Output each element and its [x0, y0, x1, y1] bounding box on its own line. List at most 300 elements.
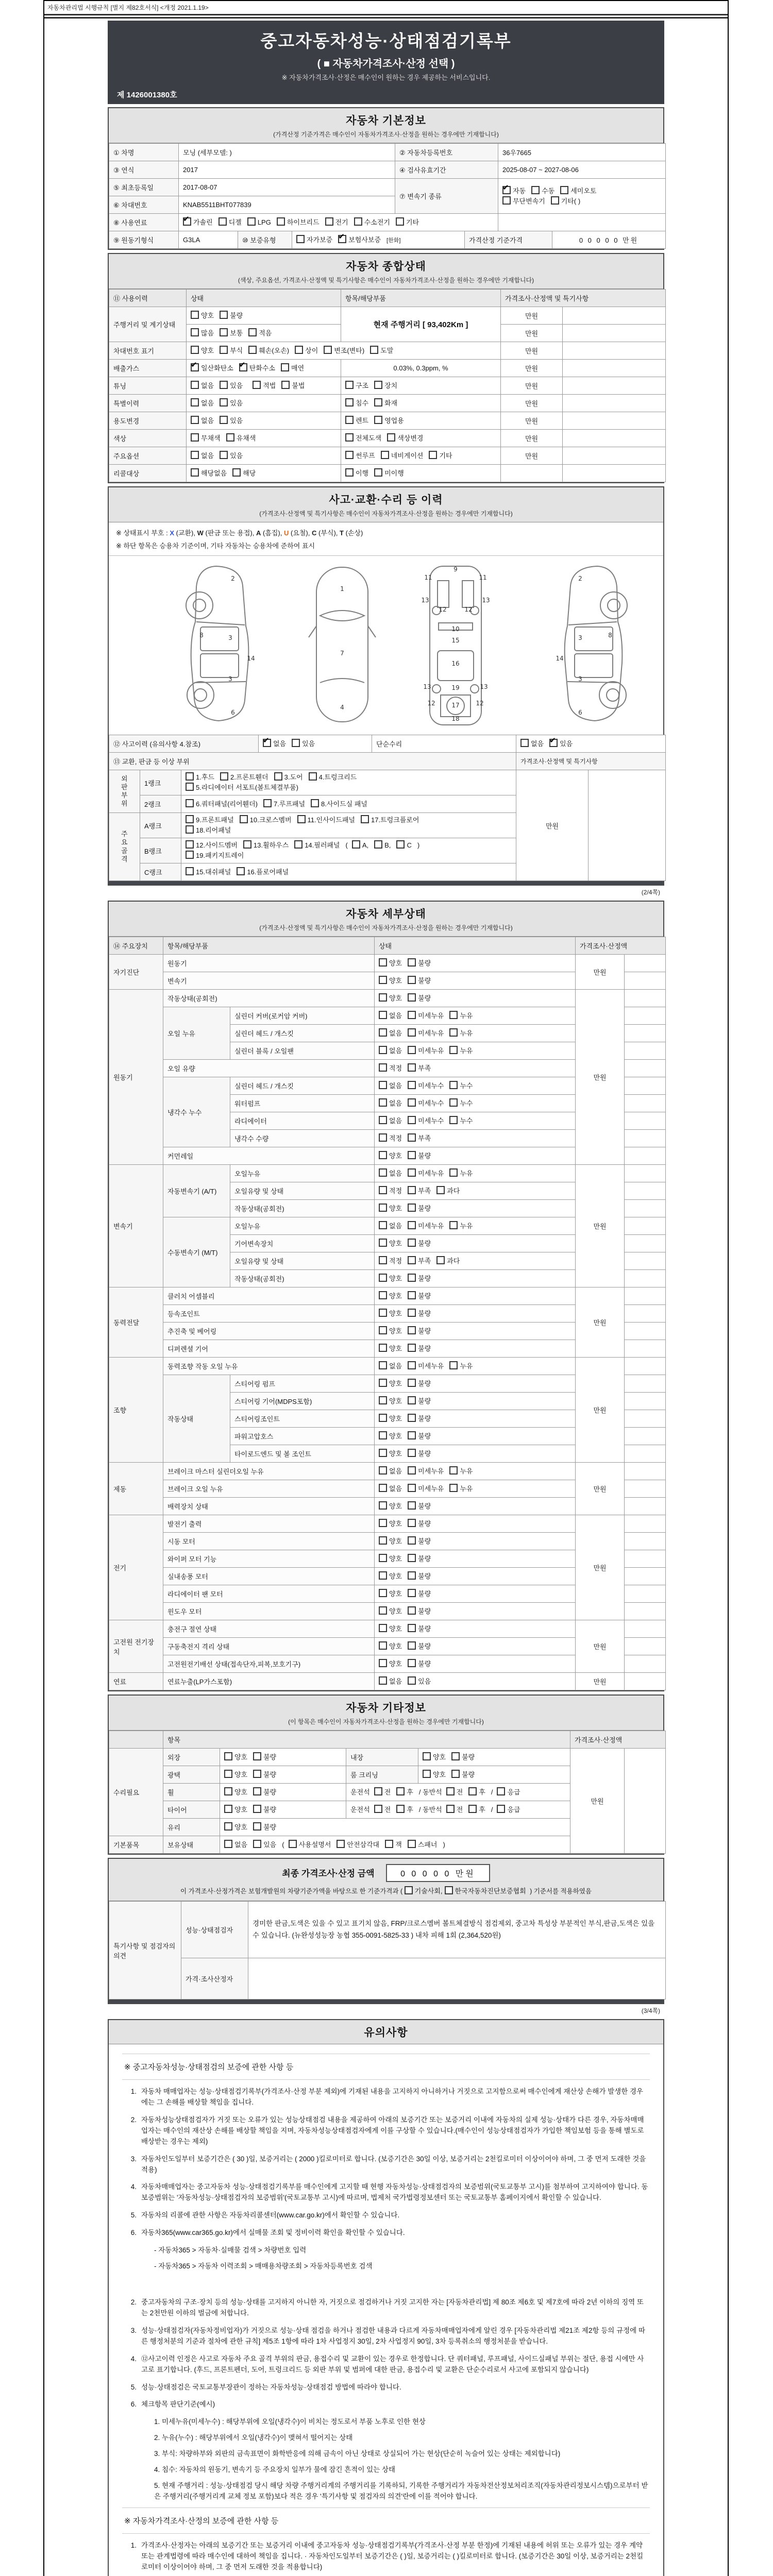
checkbox-전[interactable] — [374, 1787, 391, 1798]
checkbox-불량[interactable] — [408, 1571, 431, 1582]
checkbox-양호[interactable] — [379, 1659, 402, 1669]
checkbox-누유[interactable] — [449, 1361, 473, 1371]
checkbox-미세누수[interactable] — [408, 1081, 444, 1091]
checkbox-누유[interactable] — [449, 1046, 473, 1056]
checkbox-양호[interactable] — [379, 1431, 402, 1442]
checkbox-불량[interactable] — [253, 1805, 276, 1815]
checkbox-양호[interactable] — [379, 1449, 402, 1459]
checkbox-불량[interactable] — [408, 1239, 431, 1249]
checkbox-없음[interactable] — [379, 1361, 402, 1371]
checkbox-양호[interactable] — [423, 1770, 446, 1780]
checkbox-없음[interactable] — [379, 1466, 402, 1477]
check-separator: / — [491, 1788, 493, 1796]
state-checks — [375, 1568, 576, 1585]
checkbox-없음[interactable] — [379, 1028, 402, 1039]
checkbox-10.크로스멤버[interactable] — [240, 815, 292, 825]
checkbox-9.프론트패널[interactable] — [186, 815, 234, 825]
checkbox-2.프론트휀더[interactable] — [220, 772, 268, 783]
item-label: 브레이크 오일 누유 — [163, 1480, 375, 1498]
checkbox-13.휠하우스[interactable] — [243, 840, 289, 851]
checkbox-전[interactable] — [374, 1805, 391, 1815]
accident-title: 사고·교환·수리 등 이력 — [329, 494, 443, 506]
detail-row — [109, 990, 666, 1007]
notice-item — [122, 2115, 650, 2147]
checkbox-LPG[interactable] — [247, 217, 271, 228]
checkbox-있음[interactable] — [220, 416, 243, 426]
checkbox-square-icon — [408, 1151, 416, 1159]
checkbox-6.쿼터패널(리어휀더)[interactable] — [186, 799, 258, 809]
checkbox-양호[interactable] — [379, 1554, 402, 1564]
checkbox-자동[interactable] — [502, 186, 526, 196]
checkbox-양호[interactable] — [379, 976, 402, 986]
checkbox-label: 누유 — [460, 1011, 473, 1020]
checkbox-square-icon — [396, 217, 404, 226]
checkbox-없음[interactable] — [191, 381, 214, 391]
checkbox-후[interactable] — [468, 1787, 485, 1798]
checkbox-없음[interactable] — [191, 451, 214, 461]
checkbox-label: 불량 — [418, 1572, 431, 1580]
checkbox-4.트렁크리드[interactable] — [309, 772, 357, 783]
checkbox-무단변속기[interactable] — [502, 196, 545, 207]
checkbox-한국자동차진단보증협회[interactable] — [445, 1886, 526, 1896]
checkbox-label: 자가보증 — [307, 235, 333, 244]
check-separator: 운전석 — [350, 1788, 370, 1796]
checkbox-누수[interactable] — [449, 1098, 473, 1109]
check-separator: / — [491, 1806, 493, 1814]
checkbox-label: 양호 — [234, 1788, 248, 1796]
checkbox-11.인사이드패널[interactable] — [297, 815, 355, 825]
detail-subtitle: (가격조사·산정액 및 특기사항은 매수인이 자동차가격조사·산정을 원하는 경우에만 기재합니다) — [259, 924, 513, 931]
checkbox-없음[interactable] — [379, 1011, 402, 1021]
checkbox-양호[interactable] — [224, 1805, 247, 1815]
diagram-part-number: 3 — [228, 675, 232, 683]
note-cell — [625, 1410, 666, 1428]
outer-panel-group: 외판부위 — [109, 770, 140, 813]
checkbox-square-icon — [396, 840, 405, 849]
checkbox-square-icon — [232, 468, 241, 477]
checkbox-불량[interactable] — [408, 1274, 431, 1284]
detail-row — [109, 1620, 666, 1638]
checkbox-누유[interactable] — [449, 1028, 473, 1039]
checkbox-전[interactable] — [446, 1805, 463, 1815]
checkbox-응급[interactable] — [497, 1787, 520, 1798]
checkbox-square-icon — [408, 1466, 416, 1475]
checkbox-없음[interactable] — [379, 1081, 402, 1091]
checkbox-양호[interactable] — [191, 346, 214, 356]
price-unit: 만원 — [576, 990, 625, 1165]
checkbox-15.대쉬패널[interactable] — [186, 867, 231, 877]
checkbox-탄화수소[interactable] — [239, 363, 275, 374]
checkbox-이행[interactable] — [345, 468, 368, 479]
checkbox-square-icon — [408, 1028, 416, 1037]
checkbox-침수[interactable] — [345, 398, 368, 409]
checkbox-적정[interactable] — [379, 1133, 402, 1144]
checkbox-양호[interactable] — [379, 993, 402, 1004]
rankA-label: A랭크 — [140, 813, 181, 838]
checkbox-자가보증[interactable] — [296, 235, 332, 245]
checkbox-미세누유[interactable] — [408, 1466, 444, 1477]
checkbox-불량[interactable] — [408, 1659, 431, 1669]
checkbox-square-icon — [408, 1256, 416, 1264]
checkbox-구조[interactable] — [345, 381, 368, 391]
checkbox-변조(변타)[interactable] — [324, 346, 364, 356]
checkbox-square-icon — [379, 1221, 387, 1229]
checkbox-불량[interactable] — [408, 1501, 431, 1512]
checkbox-불량[interactable] — [253, 1770, 276, 1780]
checkbox-label: 9.프론트패널 — [196, 816, 234, 824]
checkbox-적정[interactable] — [379, 1063, 402, 1074]
checkbox-사용설명서[interactable] — [289, 1840, 331, 1850]
checkbox-양호[interactable] — [379, 958, 402, 969]
checkbox-불량[interactable] — [408, 1344, 431, 1354]
checkbox-누유[interactable] — [449, 1466, 473, 1477]
state-checks — [375, 1603, 576, 1620]
checkbox-양호[interactable] — [379, 1309, 402, 1319]
checkbox-양호[interactable] — [379, 1519, 402, 1529]
checkbox-16.플로어패널[interactable] — [237, 867, 289, 877]
checkbox-square-icon — [408, 1098, 416, 1107]
warranty-extra: [한화] — [386, 237, 401, 244]
checkbox-누유[interactable] — [449, 1484, 473, 1494]
checkbox-기타[interactable] — [429, 451, 452, 461]
checkbox-label: 불량 — [418, 1204, 431, 1212]
notice-item-text: 중고자동차의 구조·장치 등의 성능·상태를 고지하지 아니한 자, 거짓으로 점검하거나 거짓 고지한 자는 [자동차관리법] 제 80조 제6호 및 제7호에 따라 2년 이하의 징역 또는 2천만원 이하의 벌금에 처합니다. — [141, 2298, 644, 2317]
checkbox-있음[interactable] — [253, 1840, 276, 1850]
checkbox-유채색[interactable] — [226, 433, 256, 444]
state-checks — [375, 1655, 576, 1673]
checkbox-과다[interactable] — [436, 1186, 460, 1196]
checkbox-적음[interactable] — [248, 328, 272, 338]
checkbox-없음[interactable] — [224, 1840, 247, 1850]
checkbox-누수[interactable] — [449, 1081, 473, 1091]
checkbox-없음[interactable] — [379, 1168, 402, 1179]
checkbox-square-icon — [405, 1886, 413, 1894]
checkbox-전[interactable] — [446, 1787, 463, 1798]
checkbox-양호[interactable] — [379, 1501, 402, 1512]
checkbox-불량[interactable] — [451, 1770, 475, 1780]
checkbox-양호[interactable] — [379, 1641, 402, 1652]
checkbox-있음[interactable] — [549, 739, 573, 749]
checkbox-누수[interactable] — [449, 1116, 473, 1126]
checkbox-네비게이션[interactable] — [381, 451, 424, 461]
checkbox-없음[interactable] — [263, 739, 286, 749]
checkbox-A,[interactable] — [352, 840, 368, 851]
note-cell — [625, 1498, 666, 1515]
checkbox-누유[interactable] — [449, 1221, 473, 1231]
checkbox-없음[interactable] — [379, 1221, 402, 1231]
fuel-label: ⑧ 사용연료 — [109, 214, 179, 231]
checkbox-후[interactable] — [468, 1805, 485, 1815]
checkbox-해당[interactable] — [232, 468, 256, 479]
checkbox-양호[interactable] — [379, 1624, 402, 1634]
notice-item-text: 자동차성능상태점검자가 거짓 또는 오류가 있는 성능상태점검 내용을 제공하여 아래의 보증기간 또는 보증거리 이내에 자동차의 실제 성능·상태가 다른 경우, 자동차매매업자는 매수인의 재산상 손해를 배상할 책임을 지며, 자동차성능상태점검자에게 이를 구상할 수 있습니다.(매수인이 성능상태점검자가 가입한 책임보험 등을 통해 별도로 배상받는 경우는 제외) — [141, 2115, 644, 2145]
checkbox-5.라디에이터 서포트(볼트체결부품)[interactable] — [186, 783, 298, 793]
checkbox-불량[interactable] — [408, 1606, 431, 1617]
checkbox-가솔린[interactable] — [183, 217, 213, 228]
checkbox-양호[interactable] — [379, 1379, 402, 1389]
checkbox-square-icon — [352, 840, 360, 849]
appraiser-label: 가격·조사산정자 — [181, 1958, 248, 1999]
checkbox-무채색[interactable] — [191, 433, 221, 444]
first-reg-value: 2017-08-07 — [179, 179, 395, 196]
state-checks — [375, 1077, 576, 1095]
checkbox-square-icon — [379, 1256, 387, 1264]
checkbox-기타[interactable] — [396, 217, 419, 228]
checkbox-없음[interactable] — [520, 739, 544, 749]
checkbox-미세누유[interactable] — [408, 1484, 444, 1494]
checkbox-양호[interactable] — [379, 1274, 402, 1284]
checkbox-불량[interactable] — [408, 1379, 431, 1389]
checkbox-불량[interactable] — [408, 1641, 431, 1652]
checkbox-미세누유[interactable] — [408, 1221, 444, 1231]
checkbox-불량[interactable] — [408, 1151, 431, 1161]
checkbox-12.사이드멤버[interactable] — [186, 840, 238, 851]
checkbox-보험사보증[interactable] — [338, 235, 381, 245]
checkbox-불량[interactable] — [408, 1414, 431, 1424]
checkbox-양호[interactable] — [224, 1770, 247, 1780]
checkbox-19.패키지트레이[interactable] — [186, 851, 244, 861]
checkbox-미세누유[interactable] — [408, 1361, 444, 1371]
checkbox-부족[interactable] — [408, 1186, 431, 1196]
checkbox-1.후드[interactable] — [186, 772, 214, 783]
checkbox-불법[interactable] — [281, 381, 305, 391]
diagram-part-number: 14 — [247, 655, 255, 662]
checkbox-label: 없음 — [389, 1081, 402, 1090]
checkbox-기술사회,[interactable] — [405, 1886, 443, 1896]
checkbox-불량[interactable] — [253, 1787, 276, 1798]
checkbox-불량[interactable] — [408, 1624, 431, 1634]
item-label: 작동상태(공회전) — [230, 1270, 375, 1287]
checkbox-불량[interactable] — [408, 1554, 431, 1564]
checkbox-label: 양호 — [389, 1239, 402, 1247]
checkbox-미이행[interactable] — [374, 468, 404, 479]
checkbox-양호[interactable] — [379, 1344, 402, 1354]
checkbox-후[interactable] — [396, 1787, 413, 1798]
checkbox-불량[interactable] — [408, 1589, 431, 1599]
checkbox-부족[interactable] — [408, 1256, 431, 1266]
checkbox-불량[interactable] — [408, 976, 431, 986]
checkbox-응급[interactable] — [497, 1805, 520, 1815]
checkbox-양호[interactable] — [379, 1326, 402, 1336]
checkbox-없음[interactable] — [379, 1116, 402, 1126]
rank2-checks — [181, 795, 516, 813]
checkbox-양호[interactable] — [379, 1589, 402, 1599]
checkbox-7.루프패널[interactable] — [263, 799, 305, 809]
checkbox-해당없음[interactable] — [191, 468, 227, 479]
checkbox-불량[interactable] — [408, 993, 431, 1004]
checkbox-있음[interactable] — [220, 451, 243, 461]
checkbox-양호[interactable] — [191, 311, 214, 321]
checkbox-불량[interactable] — [408, 1291, 431, 1301]
checkbox-불량[interactable] — [408, 958, 431, 969]
checkbox-square-icon — [408, 1571, 416, 1580]
checkbox-장치[interactable] — [374, 381, 397, 391]
checkbox-잭[interactable] — [385, 1840, 402, 1850]
checkbox-불량[interactable] — [408, 1326, 431, 1336]
checkbox-label: 있음 — [418, 1677, 431, 1685]
checkbox-square-icon — [274, 772, 282, 781]
checkbox-적정[interactable] — [379, 1186, 402, 1196]
checkbox-없음[interactable] — [191, 416, 214, 426]
checkbox-적정[interactable] — [379, 1256, 402, 1266]
detail-row — [109, 1673, 666, 1690]
checkbox-영업용[interactable] — [374, 416, 404, 426]
checkbox-미세누유[interactable] — [408, 1011, 444, 1021]
checkbox-보통[interactable] — [220, 328, 243, 338]
checkbox-불량[interactable] — [408, 1449, 431, 1459]
checkbox-양호[interactable] — [379, 1571, 402, 1582]
checkbox-스패너[interactable] — [408, 1840, 438, 1850]
checkbox-없음[interactable] — [379, 1046, 402, 1056]
item-label: 냉각수 수량 — [230, 1130, 375, 1147]
checkbox-적법[interactable] — [253, 381, 276, 391]
checkbox-색상변경[interactable] — [387, 433, 423, 444]
checkbox-있음[interactable] — [220, 398, 243, 409]
checkbox-매연[interactable] — [281, 363, 304, 374]
checkbox-없음[interactable] — [379, 1484, 402, 1494]
checkbox-square-icon — [191, 398, 199, 406]
checkbox-수동[interactable] — [531, 186, 554, 196]
year-label: ③ 연식 — [109, 161, 179, 179]
checkbox-부족[interactable] — [408, 1063, 431, 1074]
checkbox-label: 부식 — [230, 346, 243, 354]
checkbox-square-icon — [408, 1536, 416, 1545]
checkbox-label: 없음 — [201, 381, 214, 389]
state-checks — [375, 1638, 576, 1655]
state-checks — [375, 1147, 576, 1165]
checkbox-label: 양호 — [389, 1292, 402, 1300]
checkbox-양호[interactable] — [379, 1536, 402, 1547]
diagram-part-number: 8 — [608, 632, 612, 639]
checkbox-썬루프[interactable] — [345, 451, 375, 461]
checkbox-있음[interactable] — [292, 739, 315, 749]
checkbox-누유[interactable] — [449, 1168, 473, 1179]
checkbox-양호[interactable] — [379, 1414, 402, 1424]
checkbox-square-icon — [468, 1787, 477, 1795]
checkbox-불량[interactable] — [408, 1519, 431, 1529]
checkbox-없음[interactable] — [191, 398, 214, 409]
diagram-part-number: 12 — [439, 606, 447, 613]
checkbox-label: 영업용 — [384, 416, 404, 425]
checkbox-square-icon — [449, 1466, 458, 1475]
note-cell — [625, 1358, 666, 1375]
checkbox-불량[interactable] — [253, 1822, 276, 1833]
checkbox-square-icon — [379, 1046, 387, 1054]
checkbox-안전삼각대[interactable] — [337, 1840, 379, 1850]
hold-checks — [220, 1836, 570, 1854]
checkbox-과다[interactable] — [436, 1256, 460, 1266]
notice-item — [122, 2382, 650, 2393]
checkbox-3.도어[interactable] — [274, 772, 303, 783]
checkbox-하이브리드[interactable] — [277, 217, 320, 228]
checkbox-도말[interactable] — [370, 346, 393, 356]
item-label: 윈도우 모터 — [163, 1603, 375, 1620]
checkbox-불량[interactable] — [408, 1204, 431, 1214]
checkbox-17.트렁크플로어[interactable] — [361, 815, 419, 825]
state-checks — [375, 1165, 576, 1182]
checkbox-전체도색[interactable] — [345, 433, 381, 444]
checkbox-square-icon — [224, 1805, 232, 1813]
checkbox-square-icon — [186, 825, 194, 834]
checkbox-부식[interactable] — [220, 346, 243, 356]
checkbox-square-icon — [354, 217, 362, 226]
checkbox-세미오토[interactable] — [560, 186, 596, 196]
checkbox-label: 침수 — [356, 399, 369, 407]
checkbox-B,[interactable] — [374, 840, 391, 851]
checkbox-불량[interactable] — [408, 1396, 431, 1406]
checkbox-디젤[interactable] — [219, 217, 242, 228]
checkbox-미세누수[interactable] — [408, 1098, 444, 1109]
checkbox-훼손(오손)[interactable] — [248, 346, 289, 356]
checkbox-label: 불량 — [263, 1770, 277, 1778]
checkbox-양호[interactable] — [379, 1291, 402, 1301]
checkbox-양호[interactable] — [224, 1752, 247, 1762]
notice-item-number: 6. — [130, 2229, 137, 2237]
checkbox-C[interactable] — [396, 840, 411, 851]
checkbox-누유[interactable] — [449, 1011, 473, 1021]
checkbox-18.리어패널[interactable] — [186, 825, 231, 836]
checkbox-불량[interactable] — [408, 1309, 431, 1319]
checkbox-label: 전기 — [335, 218, 348, 226]
checkbox-부족[interactable] — [408, 1133, 431, 1144]
checkbox-8.사이드실 패널[interactable] — [311, 799, 367, 809]
checkbox-미세누유[interactable] — [408, 1028, 444, 1039]
checkbox-많음[interactable] — [191, 328, 214, 338]
checkbox-없음[interactable] — [379, 1098, 402, 1109]
checkbox-label: 적음 — [259, 329, 272, 337]
checkbox-양호[interactable] — [379, 1396, 402, 1406]
checkbox-전기[interactable] — [325, 217, 348, 228]
checkbox-미세누유[interactable] — [408, 1046, 444, 1056]
checkbox-square-icon — [297, 815, 306, 823]
checkbox-불량[interactable] — [408, 1536, 431, 1547]
checkbox-있음[interactable] — [220, 381, 243, 391]
checkbox-양호[interactable] — [379, 1239, 402, 1249]
checkbox-렌트[interactable] — [345, 416, 368, 426]
diagram-part-number: 2 — [578, 575, 582, 582]
checkbox-후[interactable] — [396, 1805, 413, 1815]
checkbox-양호[interactable] — [379, 1606, 402, 1617]
checkbox-불량[interactable] — [220, 311, 243, 321]
accident-history-label: ⑫ 사고이력 (유의사항 4.참조) — [109, 735, 259, 753]
checkbox-수소전기[interactable] — [354, 217, 390, 228]
checkbox-14.필러패널[interactable] — [294, 840, 340, 851]
checkbox-미세누유[interactable] — [408, 1168, 444, 1179]
checkbox-기타( )[interactable] — [551, 196, 580, 207]
checkbox-양호[interactable] — [224, 1787, 247, 1798]
checkbox-양호[interactable] — [423, 1752, 446, 1762]
checkbox-양호[interactable] — [379, 1151, 402, 1161]
basic-title: 자동차 기본정보 — [346, 115, 426, 127]
base-price-value: 0 0 0 0 0 만원 — [552, 231, 666, 249]
checkbox-없음[interactable] — [379, 1676, 402, 1687]
checkbox-불량[interactable] — [451, 1752, 475, 1762]
checkbox-일산화탄소[interactable] — [191, 363, 233, 374]
checkbox-미세누수[interactable] — [408, 1116, 444, 1126]
checkbox-화재[interactable] — [374, 398, 397, 409]
checkbox-square-icon — [191, 381, 199, 389]
checkbox-square-icon — [191, 346, 199, 354]
section-final-price — [108, 1858, 664, 2004]
checkbox-있음[interactable] — [408, 1676, 431, 1687]
detail-title: 자동차 세부상태 — [346, 908, 426, 920]
item-label: 실린더 커버(로커암 커버) — [230, 1007, 375, 1025]
checkbox-양호[interactable] — [379, 1204, 402, 1214]
checkbox-양호[interactable] — [224, 1822, 247, 1833]
checkbox-상이[interactable] — [295, 346, 318, 356]
checkbox-불량[interactable] — [253, 1752, 276, 1762]
checkbox-불량[interactable] — [408, 1431, 431, 1442]
